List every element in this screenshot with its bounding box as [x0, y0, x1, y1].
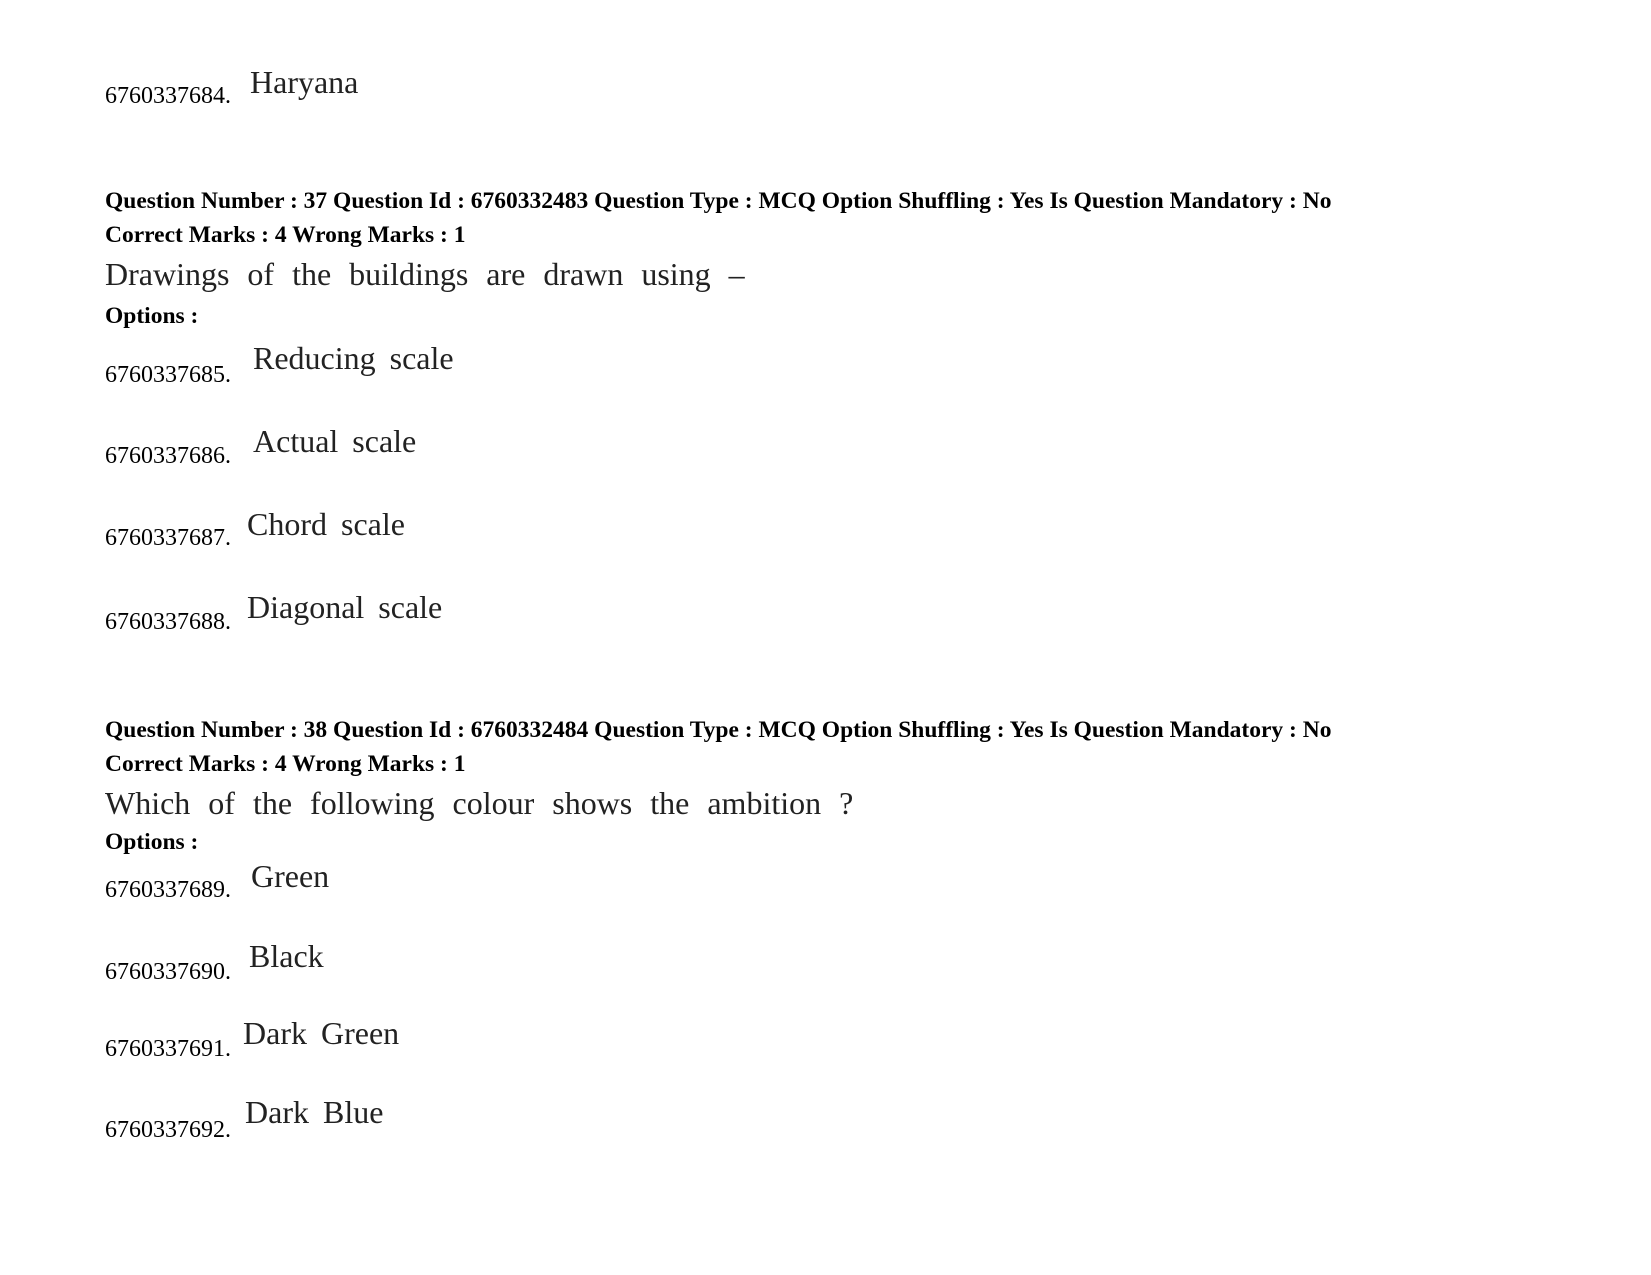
option-text: Chord scale — [247, 506, 405, 542]
option-id: 6760337686. — [105, 443, 231, 469]
option-text: Haryana — [250, 64, 359, 100]
question-meta: Question Number : 37 Question Id : 6760332483 Question Type : MCQ Option Shuffling : Yes Is Question Mandatory : No — [105, 188, 1332, 214]
question-marks: Correct Marks : 4 Wrong Marks : 1 — [105, 751, 466, 777]
option-text: Dark Green — [243, 1015, 400, 1051]
option-text: Reducing scale — [253, 340, 454, 376]
option-id: 6760337689. — [105, 877, 231, 903]
question-marks: Correct Marks : 4 Wrong Marks : 1 — [105, 222, 466, 248]
option-text: Actual scale — [253, 423, 417, 459]
option-id: 6760337684. — [105, 83, 231, 109]
option-id: 6760337685. — [105, 362, 231, 388]
option-text: Green — [251, 858, 330, 894]
question-meta: Question Number : 38 Question Id : 6760332484 Question Type : MCQ Option Shuffling : Yes Is Question Mandatory : No — [105, 717, 1332, 743]
option-id: 6760337687. — [105, 525, 231, 551]
option-id: 6760337690. — [105, 959, 231, 985]
options-label: Options : — [105, 303, 199, 329]
option-text: Black — [249, 938, 324, 974]
option-id: 6760337688. — [105, 609, 231, 635]
option-id: 6760337691. — [105, 1036, 231, 1062]
options-label: Options : — [105, 829, 199, 855]
option-id: 6760337692. — [105, 1117, 231, 1143]
option-text: Dark Blue — [245, 1094, 384, 1130]
question-text: Drawings of the buildings are drawn using – — [105, 256, 745, 292]
option-text: Diagonal scale — [247, 589, 443, 625]
question-text: Which of the following colour shows the ambition ? — [105, 785, 854, 821]
